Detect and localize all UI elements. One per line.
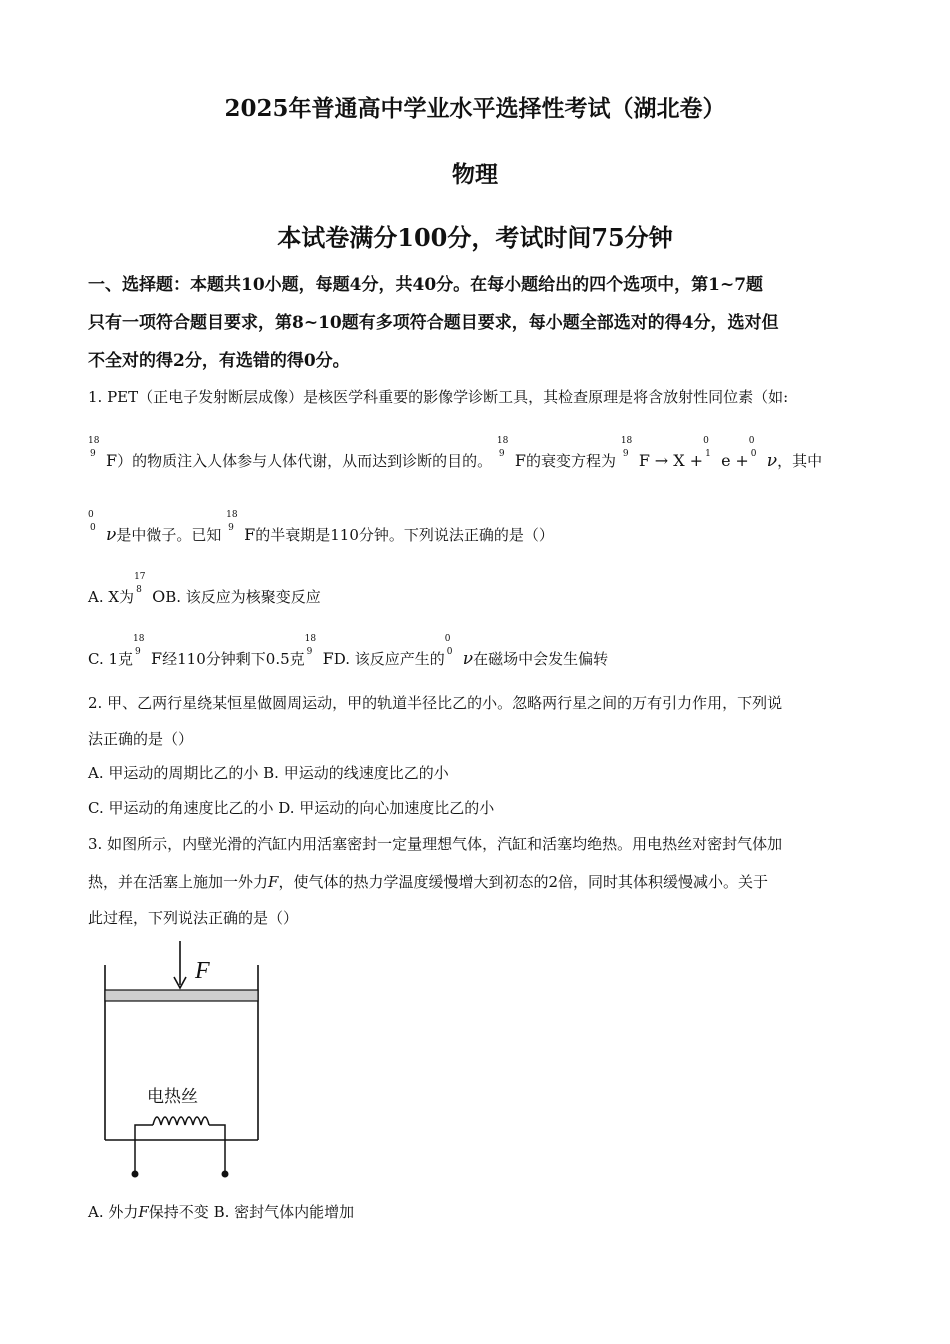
neutrino: 0 0: [88, 510, 96, 533]
heater-label: 电热丝: [147, 1087, 198, 1107]
isotope-f18: 18 9: [226, 510, 238, 533]
q3-options-ab: A. 外力F保持不变 B. 密封气体内能增加: [88, 1203, 355, 1221]
q1-line3: 0 0 ν是中微子。已知 18 9 F的半衰期是110分钟。下列说法正确的是（）: [88, 510, 554, 545]
neutrino: 0 0: [444, 634, 453, 657]
section-instruction-1: 一、选择题：本题共10小题，每题4分，共40分。在每小题给出的四个选项中，第1~7题: [88, 275, 764, 295]
q2-options-cd: C. 甲运动的角速度比乙的小 D. 甲运动的向心加速度比乙的小: [88, 799, 495, 817]
isotope-f18: 18 9: [133, 634, 145, 657]
q1-options-ab: A. X为 17 8 OB. 该反应为核聚变反应: [88, 572, 321, 606]
isotope-f18: 18 9: [496, 436, 509, 459]
section-instruction-3: 不全对的得2分，有选错的得0分。: [88, 351, 350, 371]
exam-title: 2025年普通高中学业水平选择性考试（湖北卷）: [224, 95, 726, 122]
piston: [105, 990, 258, 1001]
heater-wire-right: [209, 1125, 225, 1173]
q3-line1: 3. 如图所示，内壁光滑的汽缸内用活塞密封一定量理想气体，汽缸和活塞均绝热。用电热丝对密封气体加: [88, 835, 783, 853]
force-label: F: [195, 958, 210, 984]
q2-line2: 法正确的是（）: [88, 730, 194, 748]
equation-f18: 18 9: [620, 436, 633, 459]
isotope-f18: 18 9: [304, 634, 317, 657]
positron: 0 1: [703, 436, 711, 459]
heater-terminal-left: [132, 1171, 139, 1178]
isotope-f18: 18 9: [88, 436, 100, 459]
heater-wire-left: [135, 1125, 153, 1173]
subject-title: 物理: [452, 161, 498, 188]
heater-coil: [153, 1117, 209, 1125]
q1-line2: 18 9 F）的物质注入人体参与人体代谢，从而达到诊断的目的。 18 9 F的衰变方程为 18 9 F → X + 0 1 e + 0 0 ν，其中: [88, 436, 823, 471]
isotope-o17: 17 8: [134, 572, 146, 595]
q2-options-ab: A. 甲运动的周期比乙的小 B. 甲运动的线速度比乙的小: [88, 764, 449, 782]
q3-line2: 热，并在活塞上施加一外力F，使气体的热力学温度缓慢增大到初态的2倍，同时其体积缓慢减小。关于: [88, 873, 768, 891]
q1-options-cd: C. 1克 18 9 F经110分钟剩下0.5克 18 9 FD. 该反应产生的 0 0 ν在磁场中会发生偏转: [88, 634, 609, 669]
neutrino: 0 0: [748, 436, 757, 459]
section-instruction-2: 只有一项符合题目要求，第8~10题有多项符合题目要求，每小题全部选对的得4分，选对但: [88, 313, 779, 333]
score-info: 本试卷满分100分，考试时间75分钟: [277, 223, 673, 252]
cylinder-diagram: [95, 935, 275, 1185]
heater-terminal-right: [222, 1171, 229, 1178]
q1-intro: 1. PET（正电子发射断层成像）是核医学科重要的影像学诊断工具，其检查原理是将含放射性同位素（如:: [88, 388, 789, 406]
q2-line1: 2. 甲、乙两行星绕某恒星做圆周运动，甲的轨道半径比乙的小。忽略两行星之间的万有引力作用，下列说: [88, 694, 783, 712]
q3-line3: 此过程，下列说法正确的是（）: [88, 909, 299, 927]
